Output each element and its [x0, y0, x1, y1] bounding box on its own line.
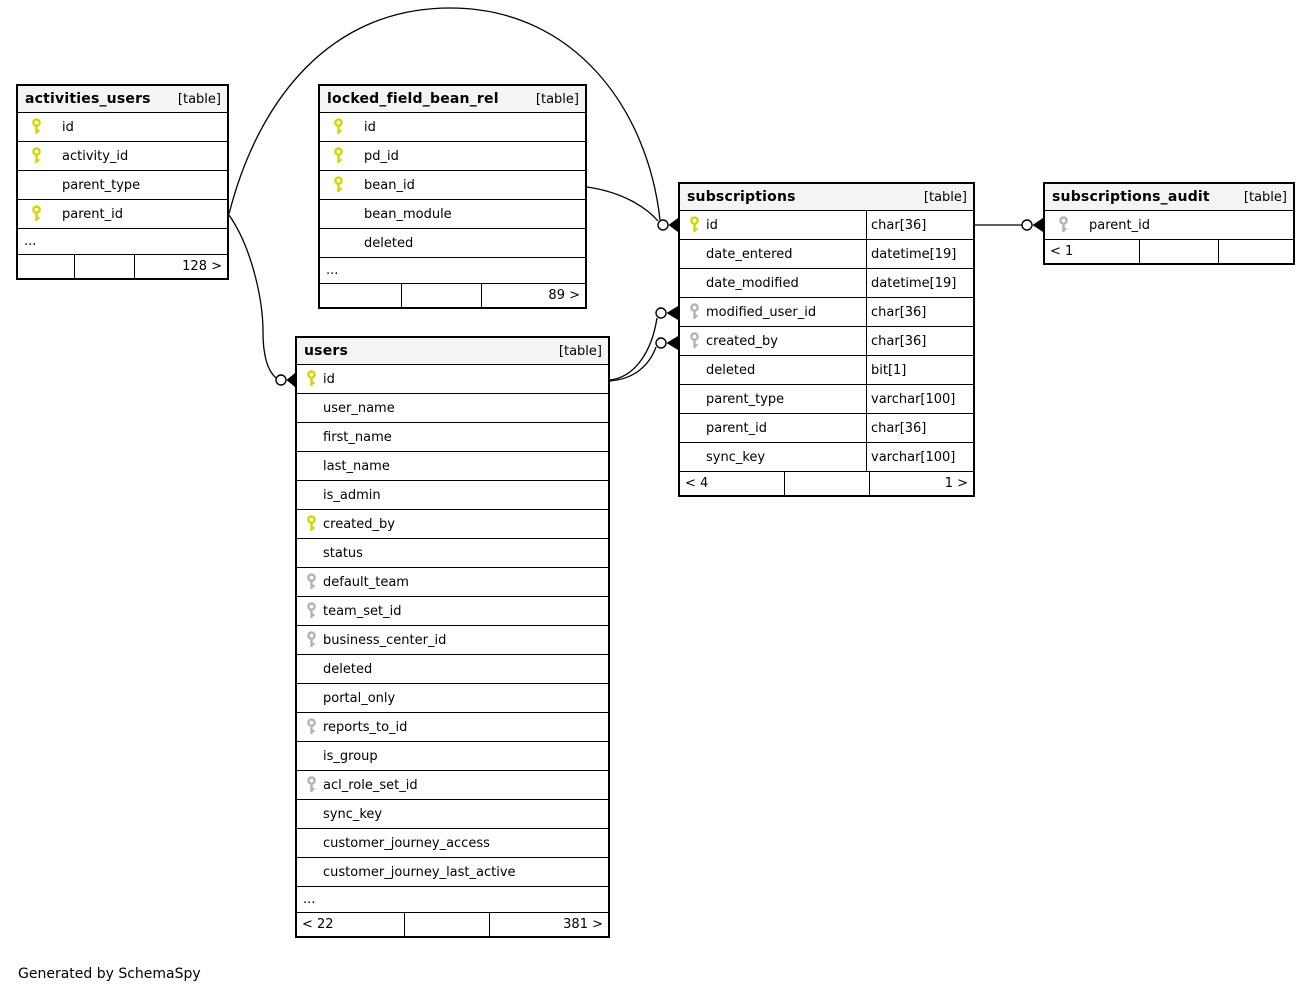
foreign-key-icon [305, 718, 318, 736]
column-name: acl_role_set_id [323, 777, 418, 793]
column-row-first_name [297, 423, 608, 452]
key-cell [680, 303, 706, 321]
table-header-locked_field_bean_rel[interactable] [320, 86, 585, 113]
key-cell [18, 147, 62, 165]
column-row-id [18, 113, 227, 142]
primary-key-icon [332, 147, 345, 165]
column-row-created_by [297, 510, 608, 539]
column-row-portal_only [297, 684, 608, 713]
column-name: bean_module [364, 206, 452, 222]
column-name: id [323, 371, 335, 387]
column-row-default_team [297, 568, 608, 597]
fk-arrowhead-icon [669, 218, 679, 232]
table-node-subscriptions [678, 182, 975, 497]
fk-arrowhead-icon [1033, 218, 1044, 232]
primary-key-icon [332, 118, 345, 136]
stats-spacer [402, 284, 482, 307]
table-header-activities_users[interactable] [18, 86, 227, 113]
relationship-line-users.id-to-subscriptions.modified_user_id [610, 318, 657, 380]
column-name: pd_id [364, 148, 399, 164]
table-title[interactable]: subscriptions_audit [1052, 189, 1210, 205]
rows-count: 381 > [563, 917, 603, 932]
table-node-locked_field_bean_rel [318, 84, 587, 309]
column-row-parent_type [680, 385, 973, 414]
table-stats-row [297, 913, 608, 936]
foreign-key-icon [688, 303, 701, 321]
table-node-activities_users [16, 84, 229, 280]
column-row-deleted [320, 229, 585, 258]
key-cell [320, 147, 364, 165]
column-name: team_set_id [323, 603, 402, 619]
table-header-subscriptions_audit[interactable] [1045, 184, 1293, 211]
column-row-team_set_id [297, 597, 608, 626]
column-row-is_admin [297, 481, 608, 510]
fk-arrowhead-icon [667, 336, 679, 350]
zero-or-one-circle-icon [1022, 220, 1032, 230]
column-name: deleted [706, 362, 756, 378]
table-title[interactable]: locked_field_bean_rel [327, 91, 499, 107]
table-tag: [table] [1243, 189, 1287, 205]
key-cell [297, 718, 323, 736]
key-cell [297, 515, 323, 533]
column-name: sync_key [706, 449, 766, 465]
column-name: parent_type [62, 177, 141, 193]
stats-spacer [405, 913, 490, 936]
key-cell [320, 118, 364, 136]
column-row-user_name [297, 394, 608, 423]
column-row-parent_id [680, 414, 973, 443]
key-cell [297, 776, 323, 794]
column-name: parent_id [1089, 217, 1150, 233]
column-row-id [320, 113, 585, 142]
foreign-key-icon [1057, 216, 1070, 234]
column-row-parent_id [1045, 211, 1293, 240]
column-row-business_center_id [297, 626, 608, 655]
column-type: bit[1] [866, 356, 973, 384]
column-name: is_admin [323, 487, 381, 503]
stats-spacer [1140, 240, 1219, 263]
column-row-date_entered [680, 240, 973, 269]
fk-arrowhead-icon [287, 373, 296, 387]
table-node-subscriptions_audit [1043, 182, 1295, 265]
column-name: first_name [323, 429, 392, 445]
column-name: bean_id [364, 177, 415, 193]
parent-relations-count: < 4 [680, 472, 785, 495]
table-stats-row [320, 284, 585, 307]
column-row-date_modified [680, 269, 973, 298]
column-row-last_name [297, 452, 608, 481]
column-name: id [62, 119, 74, 135]
column-type: char[36] [866, 211, 973, 239]
table-stats-row [680, 472, 973, 495]
column-row-modified_user_id [680, 298, 973, 327]
zero-or-one-circle-icon [276, 375, 286, 385]
key-cell [18, 118, 62, 136]
column-name: parent_id [62, 206, 123, 222]
key-cell [680, 332, 706, 350]
column-name: created_by [706, 333, 778, 349]
column-row-sync_key [680, 443, 973, 472]
column-row-id [297, 365, 608, 394]
column-row-status [297, 539, 608, 568]
column-row-deleted [680, 356, 973, 385]
column-row-activity_id [18, 142, 227, 171]
column-row-bean_module [320, 200, 585, 229]
parent-relations-count [18, 255, 75, 278]
stats-spacer [785, 472, 870, 495]
foreign-key-icon [305, 631, 318, 649]
column-type: varchar[100] [866, 385, 973, 413]
more-columns-ellipsis: ... [297, 887, 608, 913]
table-header-users[interactable] [297, 338, 608, 365]
key-cell [320, 176, 364, 194]
column-name: business_center_id [323, 632, 447, 648]
column-name: parent_type [706, 391, 785, 407]
column-type: char[36] [866, 414, 973, 442]
zero-or-one-circle-icon [656, 308, 666, 318]
column-row-deleted [297, 655, 608, 684]
column-type: datetime[19] [866, 240, 973, 268]
key-cell [680, 216, 706, 234]
column-row-parent_id [18, 200, 227, 229]
stats-spacer [75, 255, 135, 278]
column-row-pd_id [320, 142, 585, 171]
column-name: portal_only [323, 690, 396, 706]
primary-key-icon [30, 147, 43, 165]
column-name: default_team [323, 574, 409, 590]
primary-key-icon [30, 205, 43, 223]
column-name: date_modified [706, 275, 799, 291]
table-tag: [table] [177, 91, 221, 107]
zero-or-one-circle-icon [656, 338, 666, 348]
foreign-key-icon [688, 332, 701, 350]
primary-key-icon [305, 515, 318, 533]
relationship-line-activities_users.parent_id-to-users.id [229, 215, 276, 378]
zero-or-one-circle-icon [658, 220, 668, 230]
column-row-reports_to_id [297, 713, 608, 742]
table-title[interactable]: users [304, 343, 349, 359]
key-cell [1045, 216, 1089, 234]
key-cell [297, 602, 323, 620]
rows-count: 89 > [548, 288, 580, 303]
column-type: datetime[19] [866, 269, 973, 297]
column-type: char[36] [866, 298, 973, 326]
primary-key-icon [688, 216, 701, 234]
column-name: activity_id [62, 148, 129, 164]
table-node-users [295, 336, 610, 938]
parent-relations-count [320, 284, 402, 307]
column-row-customer_journey_access [297, 829, 608, 858]
foreign-key-icon [305, 776, 318, 794]
rows-count: 128 > [182, 259, 222, 274]
table-tag: [table] [535, 91, 579, 107]
column-name: created_by [323, 516, 395, 532]
key-cell [297, 573, 323, 591]
column-name: status [323, 545, 363, 561]
more-columns-ellipsis: ... [18, 229, 227, 255]
column-name: customer_journey_access [323, 835, 490, 851]
column-name: modified_user_id [706, 304, 817, 320]
primary-key-icon [305, 370, 318, 388]
column-name: parent_id [706, 420, 767, 436]
column-row-is_group [297, 742, 608, 771]
key-cell [297, 631, 323, 649]
column-row-bean_id [320, 171, 585, 200]
column-name: deleted [323, 661, 373, 677]
column-name: customer_journey_last_active [323, 864, 516, 880]
column-type: varchar[100] [866, 443, 973, 471]
table-title[interactable]: subscriptions [687, 189, 796, 205]
foreign-key-icon [305, 602, 318, 620]
table-tag: [table] [558, 343, 602, 359]
table-tag: [table] [923, 189, 967, 205]
more-columns-ellipsis: ... [320, 258, 585, 284]
column-row-parent_type [18, 171, 227, 200]
relationship-line-locked_field_bean_rel.bean_id-to-subscriptions.id [587, 187, 658, 221]
column-name: sync_key [323, 806, 383, 822]
column-name: is_group [323, 748, 378, 764]
column-name: user_name [323, 400, 395, 416]
column-name: deleted [364, 235, 414, 251]
relationship-line-users.id-to-subscriptions.created_by [610, 347, 656, 381]
table-stats-row [1045, 240, 1293, 263]
key-cell [18, 205, 62, 223]
table-header-subscriptions[interactable] [680, 184, 973, 211]
parent-relations-count: < 22 [297, 913, 405, 936]
column-row-created_by [680, 327, 973, 356]
parent-relations-count: < 1 [1045, 240, 1140, 263]
column-name: id [364, 119, 376, 135]
fk-arrowhead-icon [667, 306, 679, 320]
column-row-sync_key [297, 800, 608, 829]
foreign-key-icon [305, 573, 318, 591]
table-stats-row [18, 255, 227, 278]
generator-note: Generated by SchemaSpy [18, 966, 201, 982]
column-name: date_entered [706, 246, 793, 262]
column-name: id [706, 217, 718, 233]
column-name: reports_to_id [323, 719, 408, 735]
column-name: last_name [323, 458, 390, 474]
column-row-customer_journey_last_active [297, 858, 608, 887]
key-cell [297, 370, 323, 388]
primary-key-icon [332, 176, 345, 194]
rows-count [1219, 240, 1293, 263]
table-title[interactable]: activities_users [25, 91, 151, 107]
rows-count: 1 > [944, 476, 968, 491]
column-type: char[36] [866, 327, 973, 355]
column-row-acl_role_set_id [297, 771, 608, 800]
column-row-id [680, 211, 973, 240]
primary-key-icon [30, 118, 43, 136]
